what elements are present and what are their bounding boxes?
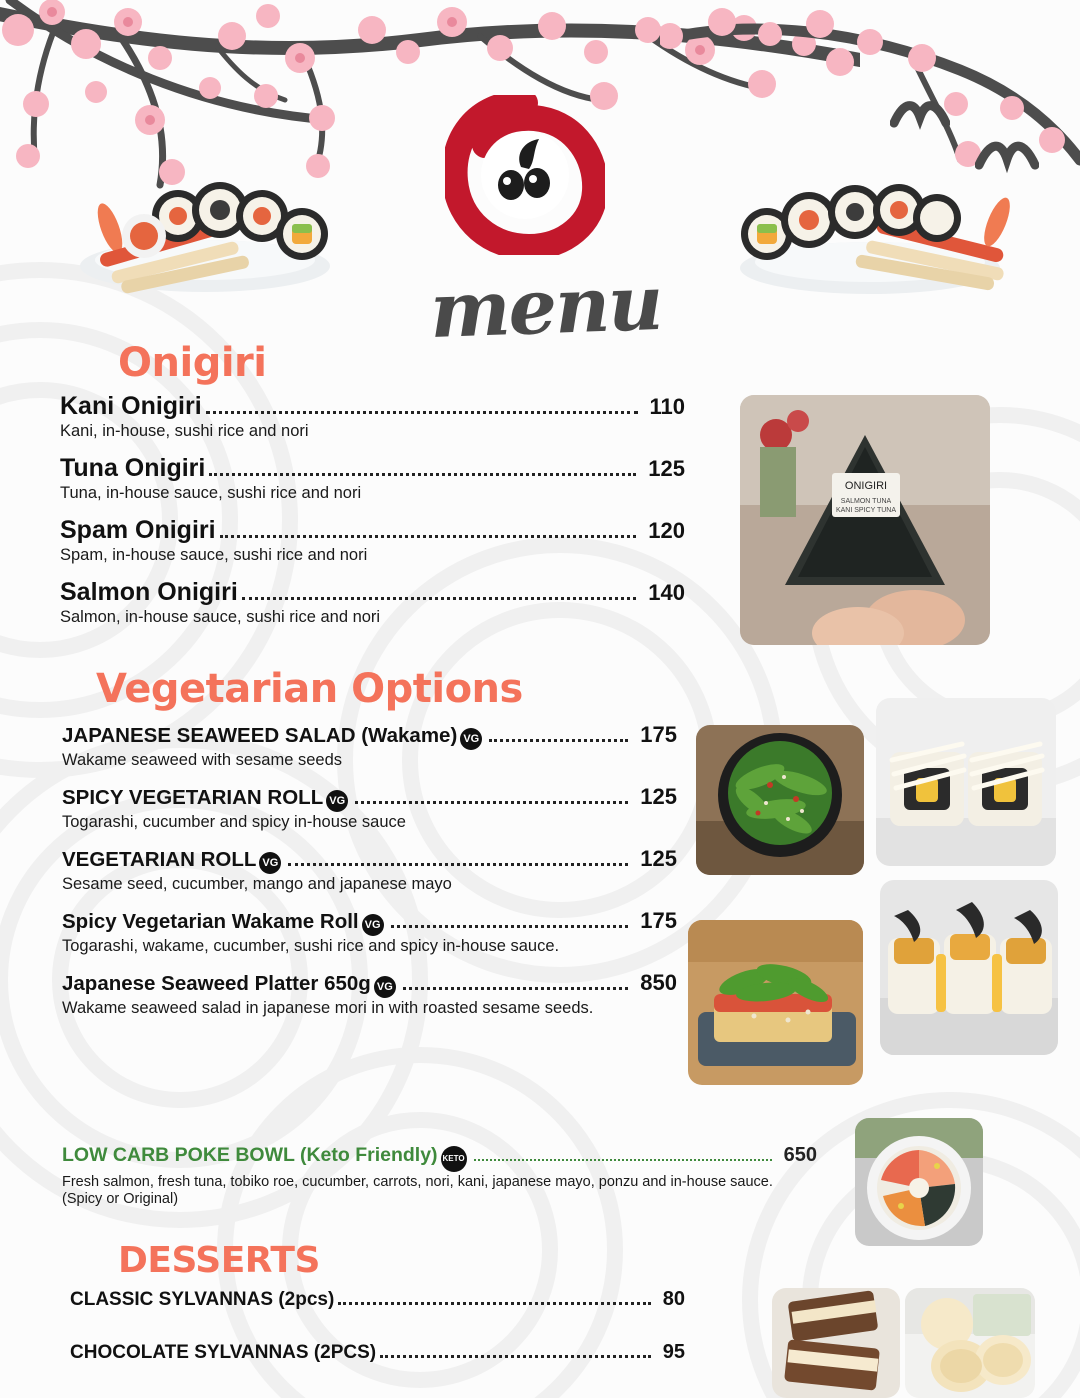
- dot-leader: [288, 863, 628, 866]
- menu-item: [70, 1288, 685, 1311]
- dot-leader: [206, 411, 638, 414]
- item-description: Salmon, in-house sauce, sushi rice and nori: [60, 608, 381, 626]
- vegetarian-badge-icon: VG: [326, 790, 348, 812]
- item-name: Salmon Onigiri: [60, 578, 238, 606]
- item-name: CHOCOLATE SYLVANNAS (2PCS): [70, 1342, 377, 1363]
- menu-item: [62, 970, 677, 1018]
- dot-leader: [391, 925, 629, 928]
- item-name: CLASSIC SYLVANNAS (2pcs): [70, 1289, 335, 1310]
- svg-text:SALMON TUNA: SALMON TUNA: [840, 498, 892, 505]
- photo-chocolate-sylvannas: [905, 1288, 1035, 1398]
- dot-leader: [403, 987, 628, 990]
- sushi-brand-logo: [445, 95, 605, 255]
- photo-seaweed-bowl: [696, 725, 864, 875]
- vegetarian-item-list: [62, 722, 677, 1032]
- svg-text:ONIGIRI: ONIGIRI: [844, 480, 888, 492]
- vegetarian-badge-icon: VG: [460, 728, 482, 750]
- item-name: JAPANESE SEAWEED SALAD (Wakame): [62, 724, 458, 747]
- menu-item: [62, 722, 677, 770]
- menu-item: [60, 454, 685, 503]
- item-price: 850: [640, 969, 677, 995]
- dot-leader: [474, 1159, 772, 1161]
- item-description: Spam, in-house sauce, sushi rice and nori: [60, 546, 368, 564]
- item-description: Wakame seaweed salad in japanese mori in with roasted sesame seeds.: [62, 998, 594, 1017]
- item-description: Togarashi, cucumber and spicy in-house sauce: [62, 812, 406, 831]
- item-name: Japanese Seaweed Platter 650g: [62, 971, 371, 995]
- item-name: LOW CARB POKE BOWL (Keto Friendly): [62, 1144, 438, 1166]
- item-price: 110: [649, 394, 685, 419]
- sushi-plate-right-icon: [725, 160, 1015, 300]
- item-price: 125: [640, 783, 677, 809]
- photo-vegetarian-roll: [876, 698, 1056, 866]
- item-price: 80: [662, 1288, 685, 1310]
- item-name: Spam Onigiri: [60, 516, 216, 544]
- item-description: Togarashi, wakame, cucumber, sushi rice and spicy in-house sauce.: [62, 936, 560, 955]
- item-description: Wakame seaweed with sesame seeds: [62, 751, 343, 769]
- sushi-plate-left-icon: [70, 160, 340, 300]
- menu-item: [70, 1341, 685, 1364]
- item-description: Kani, in-house, sushi rice and nori: [60, 422, 309, 440]
- menu-item: [60, 392, 685, 441]
- keto-menu-item: [62, 1144, 817, 1209]
- photo-spicy-roll: [880, 880, 1058, 1055]
- item-price: 650: [783, 1144, 817, 1166]
- menu-header: [0, 0, 1080, 360]
- dot-leader: [355, 801, 628, 804]
- item-price: 125: [640, 845, 677, 871]
- menu-item: [60, 578, 685, 627]
- vegetarian-badge-icon: VG: [259, 852, 281, 874]
- item-name: Kani Onigiri: [60, 392, 202, 420]
- photo-onigiri-pack: [740, 395, 990, 645]
- item-price: 95: [662, 1341, 685, 1363]
- item-price: 140: [648, 580, 685, 605]
- dot-leader: [489, 739, 628, 742]
- menu-item: [62, 784, 677, 832]
- item-name: VEGETARIAN ROLL: [62, 847, 257, 871]
- keto-badge-icon: KETO: [441, 1146, 467, 1172]
- dot-leader: [220, 535, 637, 538]
- item-description: Fresh salmon, fresh tuna, tobiko roe, cucumber, carrots, nori, kani, japanese mayo, ponzu and in-house sauce. (Spicy or Original): [62, 1173, 773, 1208]
- photo-wakame-roll: [688, 920, 863, 1085]
- item-description: Sesame seed, cucumber, mango and japanese mayo: [62, 874, 452, 893]
- vegetarian-badge-icon: VG: [374, 976, 396, 998]
- item-price: 175: [640, 907, 677, 933]
- section-title-desserts: DESSERTS: [118, 1240, 320, 1281]
- menu-item: [62, 846, 677, 894]
- svg-text:KANI SPICY TUNA: KANI SPICY TUNA: [835, 507, 897, 514]
- dot-leader: [338, 1302, 650, 1305]
- dot-leader: [209, 473, 636, 476]
- dot-leader: [380, 1355, 651, 1358]
- onigiri-item-list: [60, 392, 685, 640]
- item-description: Tuna, in-house sauce, sushi rice and nori: [60, 484, 362, 502]
- menu-item: [62, 908, 677, 956]
- dot-leader: [242, 597, 636, 600]
- photo-poke-bowl: [855, 1118, 983, 1246]
- dessert-item-list: [70, 1288, 685, 1394]
- item-price: 175: [640, 722, 677, 747]
- item-price: 125: [648, 456, 685, 481]
- item-name: Spicy Vegetarian Wakame Roll: [62, 909, 359, 933]
- menu-title-word: menu: [428, 257, 663, 356]
- section-title-onigiri: Onigiri: [118, 340, 267, 386]
- item-name: Tuna Onigiri: [60, 454, 206, 482]
- item-name: SPICY VEGETARIAN ROLL: [62, 785, 324, 809]
- item-price: 120: [648, 518, 685, 543]
- bird-icon: [890, 95, 950, 135]
- menu-item: [60, 516, 685, 565]
- photo-classic-sylvannas: [772, 1288, 900, 1398]
- section-title-vegetarian: Vegetarian Options: [96, 666, 523, 712]
- vegetarian-badge-icon: VG: [362, 914, 384, 936]
